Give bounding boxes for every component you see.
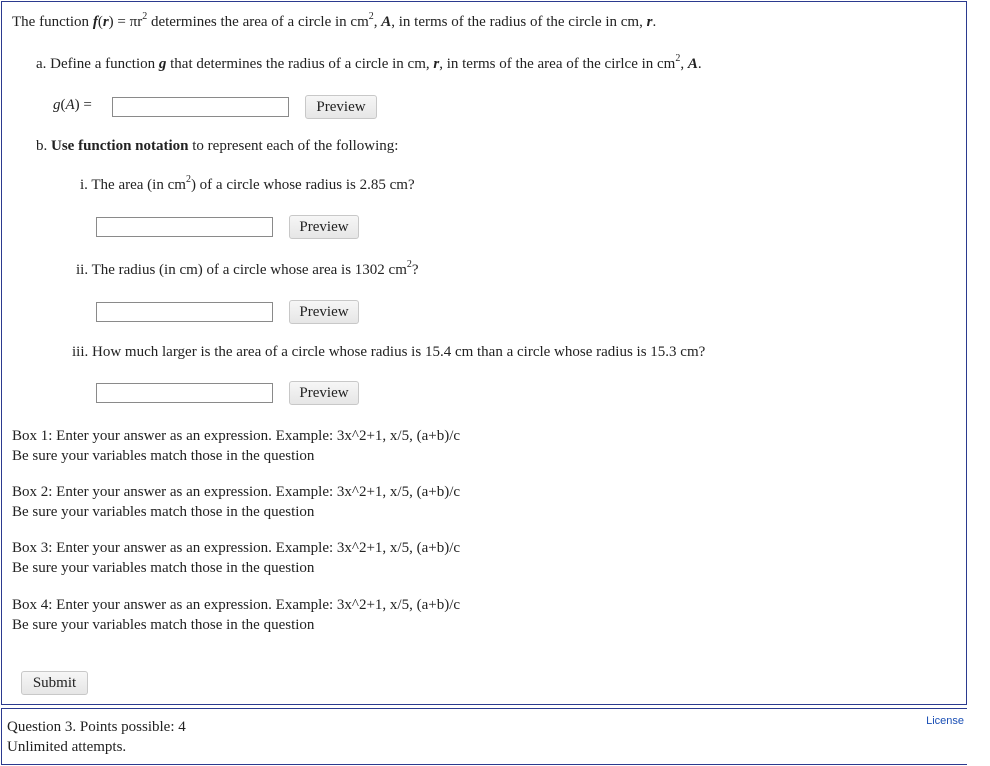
item-i-rest: ) of a circle whose radius is 2.85 cm? xyxy=(190,177,415,193)
hint-box-1 xyxy=(12,426,460,466)
hint-2-line1: Box 2: Enter your answer as an expression. Example: 3x^2+1, x/5, (a+b)/c xyxy=(12,484,461,500)
lhs-func: g xyxy=(53,97,61,113)
preview-button-3[interactable]: Preview xyxy=(289,300,359,324)
hint-box-3 xyxy=(12,538,460,578)
part-a-lhs: g(A) = xyxy=(53,97,92,113)
intro-exp: 2 xyxy=(142,11,148,22)
item-ii-rest: ? xyxy=(411,262,419,278)
part-a-text2: , in terms of the area of the cirlce in cm xyxy=(439,56,676,72)
hint-4-line1: Box 4: Enter your answer as an expression. Example: 3x^2+1, x/5, (a+b)/c xyxy=(12,597,461,613)
part-a-text xyxy=(36,53,702,73)
item-iii-text: iii. How much larger is the area of a circle whose radius is 15.4 cm than a circle whose radius is 15.3 cm? xyxy=(72,344,706,360)
hint-4-line2: Be sure your variables match those in the question xyxy=(12,617,315,633)
intro-unit-exp: 2 xyxy=(368,11,374,22)
part-a-end: . xyxy=(697,56,702,72)
item-i-exp: 2 xyxy=(185,174,191,185)
attempts-text: Unlimited attempts. xyxy=(7,739,127,755)
part-a-label: a. Define a function xyxy=(36,56,159,72)
intro-eq: = πr xyxy=(113,14,143,30)
hint-1-line2: Be sure your variables match those in the question xyxy=(12,448,315,464)
item-ii-exp: 2 xyxy=(406,259,412,270)
part-a-A: A xyxy=(687,56,698,72)
points-possible: Question 3. Points possible: 4 xyxy=(7,719,186,735)
item-iii xyxy=(72,344,705,361)
lhs-arg: A xyxy=(65,97,75,113)
part-a-exp: 2 xyxy=(675,53,681,64)
hint-1-line1: Box 1: Enter your answer as an expression. Example: 3x^2+1, x/5, (a+b)/c xyxy=(12,428,461,444)
hint-box-4 xyxy=(12,595,460,635)
intro-sep: , xyxy=(373,14,382,30)
hint-box-2 xyxy=(12,482,460,522)
item-i xyxy=(80,174,415,194)
intro-middle: determines the area of a circle in cm xyxy=(147,14,369,30)
item-ii-text: ii. The radius (in cm) of a circle whose area is 1302 cm xyxy=(76,262,407,278)
submit-button[interactable]: Submit xyxy=(21,671,88,695)
intro-func: f xyxy=(92,14,98,30)
hint-3-line1: Box 3: Enter your answer as an expression. Example: 3x^2+1, x/5, (a+b)/c xyxy=(12,540,461,556)
part-b-bold: Use function notation xyxy=(51,138,189,154)
preview-button-2[interactable]: Preview xyxy=(289,215,359,239)
lhs-eq: = xyxy=(79,97,92,113)
answer-box-1[interactable] xyxy=(112,97,289,117)
item-ii xyxy=(76,259,419,279)
item-i-text: i. The area (in cm xyxy=(80,177,186,193)
question-info xyxy=(7,717,186,757)
answer-box-3[interactable] xyxy=(96,302,273,322)
preview-button-4[interactable]: Preview xyxy=(289,381,359,405)
intro-area-var: A xyxy=(381,14,392,30)
intro-text: The function $f(r) = \pi r^2$ determines the area of a circle in $cm^2$, A, in terms of the radius of the circle in cm, r. xyxy=(12,11,657,30)
part-b-prefix: b. xyxy=(36,138,51,154)
part-a-text3: , xyxy=(680,56,688,72)
answer-box-2[interactable] xyxy=(96,217,273,237)
part-b-text xyxy=(36,138,398,155)
hint-3-line2: Be sure your variables match those in the question xyxy=(12,560,315,576)
intro-end: . xyxy=(652,14,657,30)
intro-prefix: The function xyxy=(12,14,93,30)
part-a-g: g xyxy=(158,56,167,72)
answer-box-4[interactable] xyxy=(96,383,273,403)
part-a-r: r xyxy=(433,56,440,72)
part-b-rest: to represent each of the following: xyxy=(188,138,399,154)
intro-var: r xyxy=(102,14,109,30)
preview-button-1[interactable]: Preview xyxy=(305,95,377,119)
hint-2-line2: Be sure your variables match those in the question xyxy=(12,504,315,520)
license-link[interactable]: License xyxy=(926,715,964,727)
part-a-text1: that determines the radius of a circle in cm, xyxy=(166,56,434,72)
intro-radius-var: r xyxy=(646,14,653,30)
intro-suffix: , in terms of the radius of the circle in cm, xyxy=(391,14,647,30)
